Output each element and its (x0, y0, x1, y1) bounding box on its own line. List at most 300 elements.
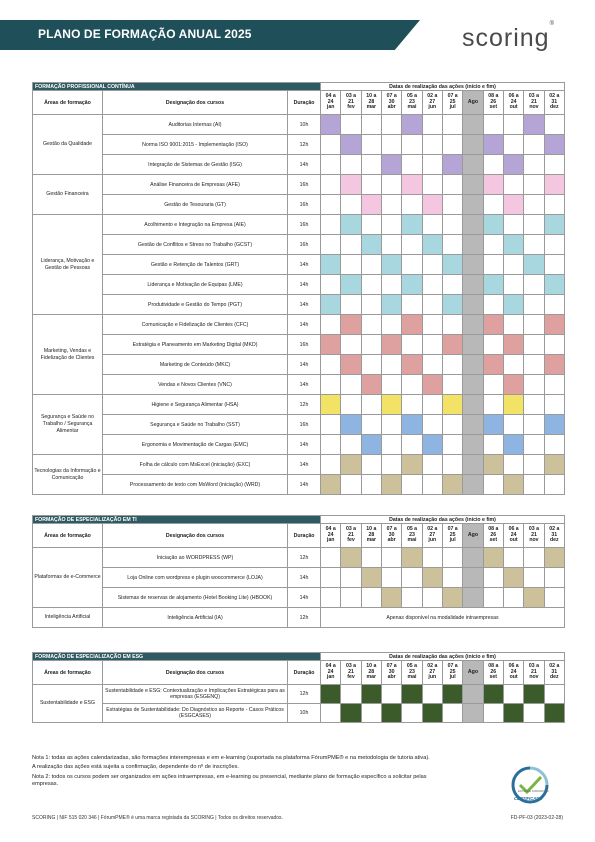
empty-cell (503, 415, 523, 435)
scheduled-cell (422, 568, 442, 588)
empty-cell (382, 115, 402, 135)
empty-cell (524, 415, 544, 435)
month-name: mar (366, 104, 377, 111)
month-header (341, 91, 361, 115)
scheduled-cell (321, 475, 341, 495)
scheduled-cell (503, 155, 523, 175)
empty-cell (321, 375, 341, 395)
empty-cell (361, 275, 381, 295)
scheduled-cell (483, 135, 503, 155)
scheduled-cell (422, 195, 442, 215)
month-name: mai (407, 104, 417, 111)
august-cell (463, 588, 483, 608)
month-day: 02 a (427, 526, 438, 533)
month-header (463, 661, 483, 685)
courses-header: Designação dos cursos (103, 91, 288, 115)
month-day: 03 a (345, 663, 357, 670)
empty-cell (483, 195, 503, 215)
empty-cell (402, 295, 422, 315)
empty-cell (361, 315, 381, 335)
scheduled-cell (382, 335, 402, 355)
empty-cell (442, 115, 462, 135)
scheduled-cell (402, 175, 422, 195)
empty-cell (402, 255, 422, 275)
month-header (442, 661, 462, 685)
empty-cell (361, 115, 381, 135)
course-duration: 14h (288, 295, 321, 315)
empty-cell (544, 588, 564, 608)
month-name: jun (428, 537, 437, 544)
scheduled-cell (402, 685, 422, 704)
empty-cell (544, 295, 564, 315)
empty-cell (524, 395, 544, 415)
month-name: jan (326, 104, 335, 111)
empty-cell (321, 135, 341, 155)
empty-cell (402, 195, 422, 215)
empty-cell (361, 548, 381, 568)
course-name: Segurança e Saúde no Trabalho (SST) (103, 415, 288, 435)
scheduled-cell (524, 588, 544, 608)
course-name: Sustentabilidade e ESG: Contextualização e Implicações Estratégicas para as empresas (ESGENQ) (103, 685, 288, 704)
month-name: jul (449, 537, 456, 544)
empty-cell (503, 355, 523, 375)
course-row (33, 135, 565, 155)
month-day: 04 a (325, 663, 336, 670)
empty-cell (442, 548, 462, 568)
month-day: 21 (531, 98, 537, 105)
course-row (33, 435, 565, 455)
month-day: 24 (510, 531, 517, 538)
scheduled-cell (442, 395, 462, 415)
month-name: mar (366, 674, 377, 681)
month-name: dez (549, 537, 559, 544)
august-cell (463, 255, 483, 275)
empty-cell (442, 275, 462, 295)
area-cell: Segurança e Saúde no Trabalho / Segurança Alimentar (33, 395, 103, 455)
month-label: Ago (467, 98, 479, 105)
month-name: dez (549, 674, 559, 681)
scheduled-cell (503, 295, 523, 315)
course-duration: 16h (288, 235, 321, 255)
scheduled-cell (442, 255, 462, 275)
course-row (33, 704, 565, 723)
empty-cell (503, 455, 523, 475)
empty-cell (483, 475, 503, 495)
august-cell (463, 195, 483, 215)
month-header (361, 661, 381, 685)
area-cell: Inteligência Artificial (33, 608, 103, 628)
course-name: Loja Online com wordpress e plugin woocommerce (LOJA) (103, 568, 288, 588)
empty-cell (321, 215, 341, 235)
empty-cell (341, 588, 361, 608)
month-name: nov (529, 674, 539, 681)
month-header (503, 91, 523, 115)
course-row (33, 455, 565, 475)
duration-header: Duração (288, 524, 321, 548)
month-day: 24 (327, 531, 334, 538)
scheduled-cell (483, 315, 503, 335)
course-duration: 14h (288, 375, 321, 395)
scheduled-cell (422, 704, 442, 723)
plan-table (32, 652, 565, 723)
empty-cell (442, 135, 462, 155)
month-name: out (509, 537, 518, 544)
empty-cell (361, 335, 381, 355)
empty-cell (422, 115, 442, 135)
course-name: Gestão e Retenção de Talentos (GRT) (103, 255, 288, 275)
month-header (483, 524, 503, 548)
month-name: abr (387, 104, 396, 111)
course-row (33, 115, 565, 135)
scheduled-cell (503, 375, 523, 395)
august-cell (463, 355, 483, 375)
scheduled-cell (361, 195, 381, 215)
empty-cell (503, 115, 523, 135)
month-header (321, 524, 341, 548)
empty-cell (503, 135, 523, 155)
empty-cell (361, 415, 381, 435)
month-day: 03 a (528, 93, 540, 100)
month-name: mai (407, 537, 417, 544)
scheduled-cell (544, 704, 564, 723)
empty-cell (422, 275, 442, 295)
empty-cell (341, 685, 361, 704)
scheduled-cell (524, 255, 544, 275)
empty-cell (524, 548, 544, 568)
empty-cell (544, 115, 564, 135)
course-name: Folha de cálculo com MsExcel (iniciação) (EXC) (103, 455, 288, 475)
empty-cell (402, 335, 422, 355)
month-day: 04 a (325, 526, 336, 533)
scheduled-cell (442, 685, 462, 704)
scheduled-cell (321, 395, 341, 415)
scheduled-cell (361, 235, 381, 255)
scheduled-cell (503, 435, 523, 455)
course-row (33, 215, 565, 235)
empty-cell (402, 235, 422, 255)
month-day: 24 (510, 98, 517, 105)
month-name: nov (529, 104, 539, 111)
month-day: 07 a (386, 663, 397, 670)
scheduled-cell (544, 455, 564, 475)
scheduled-cell (361, 435, 381, 455)
course-duration: 14h (288, 275, 321, 295)
month-day: 05 a (406, 663, 418, 670)
month-day: 27 (429, 98, 436, 105)
empty-cell (503, 275, 523, 295)
scheduled-cell (483, 355, 503, 375)
month-day: 08 a (488, 93, 499, 100)
duration-header: Duração (288, 91, 321, 115)
area-cell: Gestão Financeira (33, 175, 103, 215)
course-name: Vendas e Novos Clientes (VNC) (103, 375, 288, 395)
empty-cell (442, 704, 462, 723)
empty-cell (483, 588, 503, 608)
empty-cell (524, 155, 544, 175)
scheduled-cell (341, 704, 361, 723)
course-name: Comunicação e Fidelização de Clientes (CFC) (103, 315, 288, 335)
course-name: Iniciação ao WORDPRESS (WP) (103, 548, 288, 568)
month-label: Ago (467, 668, 478, 675)
empty-cell (422, 355, 442, 375)
scheduled-cell (321, 295, 341, 315)
dates-header: Datas de realização das ações (início e fim) (321, 653, 565, 661)
month-name: jun (428, 674, 437, 681)
month-day: 28 (368, 98, 375, 105)
empty-cell (483, 155, 503, 175)
courses-header: Designação dos cursos (103, 524, 288, 548)
course-name: Norma ISO 9001:2015 - Implementação (ISO) (103, 135, 288, 155)
month-header (483, 91, 503, 115)
empty-cell (483, 335, 503, 355)
empty-cell (524, 315, 544, 335)
course-duration: 14h (288, 315, 321, 335)
area-cell: Sustentabilidade e ESG (33, 685, 103, 723)
scheduled-cell (483, 455, 503, 475)
course-row (33, 608, 565, 628)
month-header (463, 524, 483, 548)
month-day: 07 a (447, 526, 458, 533)
empty-cell (544, 475, 564, 495)
course-row (33, 335, 565, 355)
scheduled-cell (503, 395, 523, 415)
month-day: 06 a (508, 93, 519, 100)
scheduled-cell (483, 275, 503, 295)
course-name: Gestão de Conflitos e Stress no Trabalho (GCST) (103, 235, 288, 255)
scheduled-cell (544, 315, 564, 335)
section-title: FORMAÇÃO DE ESPECIALIZAÇÃO EM ESG (33, 653, 321, 661)
scheduled-cell (402, 215, 422, 235)
month-day: 10 a (366, 93, 377, 100)
scheduled-cell (361, 568, 381, 588)
empty-cell (361, 355, 381, 375)
empty-cell (442, 355, 462, 375)
month-day: 23 (409, 98, 415, 105)
section-title: FORMAÇÃO DE ESPECIALIZAÇÃO EM TI (33, 516, 321, 524)
month-name: dez (549, 104, 559, 111)
month-day: 30 (388, 668, 395, 675)
empty-cell (321, 175, 341, 195)
month-day: 02 a (427, 93, 438, 100)
course-name: Processamento de texto com MsWord (iniciação) (WRD) (103, 475, 288, 495)
duration-header: Duração (288, 661, 321, 685)
month-day: 02 a (427, 663, 438, 670)
scheduled-cell (442, 295, 462, 315)
empty-cell (483, 375, 503, 395)
scheduled-cell (381, 704, 401, 723)
empty-cell (524, 335, 544, 355)
month-day: 30 (388, 531, 395, 538)
month-day: 26 (490, 668, 497, 675)
august-cell (463, 375, 483, 395)
month-name: abr (387, 537, 396, 544)
month-day: 04 a (325, 93, 336, 100)
courses-header: Designação dos cursos (103, 661, 288, 685)
scheduled-cell (524, 115, 544, 135)
month-name: fev (347, 104, 355, 111)
empty-cell (422, 255, 442, 275)
course-name: Acolhimento e Integração na Empresa (AIE) (103, 215, 288, 235)
month-day: 24 (510, 668, 517, 675)
month-day: 10 a (366, 663, 377, 670)
certification-sub: ENTIDADE FORMADORA (518, 790, 549, 793)
empty-cell (321, 455, 341, 475)
area-cell: Plataformas de e-Commerce (33, 548, 103, 608)
scheduled-cell (402, 115, 422, 135)
month-day: 08 a (488, 526, 499, 533)
empty-cell (361, 215, 381, 235)
course-name: Análise Financeira de Empresas (AFE) (103, 175, 288, 195)
month-header (442, 524, 462, 548)
month-header (463, 91, 483, 115)
month-header (544, 661, 564, 685)
empty-cell (382, 175, 402, 195)
month-day: 06 a (508, 663, 519, 670)
month-header (483, 661, 503, 685)
month-day: 07 a (386, 93, 397, 100)
empty-cell (321, 548, 341, 568)
empty-cell (402, 155, 422, 175)
scheduled-cell (341, 135, 361, 155)
month-day: 05 a (406, 526, 418, 533)
month-header (382, 524, 402, 548)
course-row (33, 395, 565, 415)
empty-cell (524, 295, 544, 315)
month-header (503, 661, 523, 685)
empty-cell (544, 155, 564, 175)
empty-cell (524, 175, 544, 195)
empty-cell (402, 435, 422, 455)
course-row (33, 295, 565, 315)
course-duration: 10h (288, 115, 321, 135)
empty-cell (422, 295, 442, 315)
month-name: set (489, 104, 498, 111)
month-name: mai (407, 674, 417, 681)
month-name: set (489, 674, 498, 681)
course-name: Higiene e Segurança Alimentar (HSA) (103, 395, 288, 415)
scheduled-cell (341, 175, 361, 195)
empty-cell (524, 195, 544, 215)
empty-cell (341, 568, 361, 588)
empty-cell (382, 135, 402, 155)
scheduled-cell (503, 704, 523, 723)
course-duration: 14h (288, 588, 321, 608)
empty-cell (483, 704, 503, 723)
empty-cell (402, 704, 422, 723)
empty-cell (402, 475, 422, 495)
course-row (33, 685, 565, 704)
month-day: 02 a (549, 526, 560, 533)
scheduled-cell (544, 548, 564, 568)
empty-cell (341, 195, 361, 215)
august-cell (463, 155, 483, 175)
empty-cell (402, 135, 422, 155)
august-cell (463, 475, 483, 495)
scheduled-cell (321, 255, 341, 275)
month-day: 03 a (345, 526, 357, 533)
scheduled-cell (341, 455, 361, 475)
course-row (33, 475, 565, 495)
month-day: 28 (368, 668, 375, 675)
empty-cell (341, 115, 361, 135)
scheduled-cell (382, 475, 402, 495)
month-name: jan (326, 537, 335, 544)
course-name: Liderança e Motivação de Equipas (LME) (103, 275, 288, 295)
scheduled-cell (321, 115, 341, 135)
course-name: Inteligência Artificial (IA) (103, 608, 288, 628)
month-day: 31 (551, 668, 558, 675)
course-row (33, 175, 565, 195)
empty-cell (524, 215, 544, 235)
empty-cell (544, 375, 564, 395)
scheduled-cell (422, 235, 442, 255)
empty-cell (341, 255, 361, 275)
empty-cell (422, 215, 442, 235)
august-cell (463, 548, 483, 568)
area-cell: Marketing, Vendas e Fidelização de Clientes (33, 315, 103, 395)
empty-cell (483, 235, 503, 255)
scheduled-cell (483, 685, 503, 704)
month-day: 23 (409, 668, 415, 675)
month-day: 08 a (488, 663, 499, 670)
august-cell (463, 395, 483, 415)
course-duration: 14h (288, 355, 321, 375)
course-name: Estratégia e Planeamento em Marketing Digital (MKD) (103, 335, 288, 355)
empty-cell (503, 215, 523, 235)
empty-cell (503, 175, 523, 195)
month-day: 27 (429, 668, 436, 675)
empty-cell (442, 175, 462, 195)
month-day: 21 (348, 98, 354, 105)
scheduled-cell (382, 155, 402, 175)
august-cell (463, 235, 483, 255)
course-row (33, 255, 565, 275)
empty-cell (382, 455, 402, 475)
course-duration: 14h (288, 568, 321, 588)
course-duration: 16h (288, 195, 321, 215)
empty-cell (361, 395, 381, 415)
empty-cell (382, 195, 402, 215)
course-name: Ergonomia e Movimentação de Cargas (EMC) (103, 435, 288, 455)
scheduled-cell (321, 685, 341, 704)
month-day: 21 (348, 531, 354, 538)
dates-header: Datas de realização das ações (início e fim) (321, 516, 565, 524)
month-header (503, 524, 523, 548)
empty-cell (483, 395, 503, 415)
month-day: 24 (327, 668, 334, 675)
empty-cell (483, 435, 503, 455)
course-row (33, 235, 565, 255)
course-name: Auditorias Internas (AI) (103, 115, 288, 135)
month-day: 31 (551, 98, 558, 105)
scheduled-cell (442, 588, 462, 608)
course-duration: 12h (288, 685, 321, 704)
page-header (0, 0, 595, 62)
empty-cell (341, 155, 361, 175)
empty-cell (422, 455, 442, 475)
scheduled-cell (503, 335, 523, 355)
empty-cell (341, 475, 361, 495)
plan-table (32, 82, 565, 495)
course-duration: 16h (288, 175, 321, 195)
scheduled-cell (503, 568, 523, 588)
certification-label: CERTIFICADA (514, 796, 543, 801)
course-row (33, 568, 565, 588)
scoring-logo: scoring® (462, 20, 556, 52)
month-name: fev (347, 537, 355, 544)
august-cell (463, 295, 483, 315)
month-header (524, 661, 544, 685)
